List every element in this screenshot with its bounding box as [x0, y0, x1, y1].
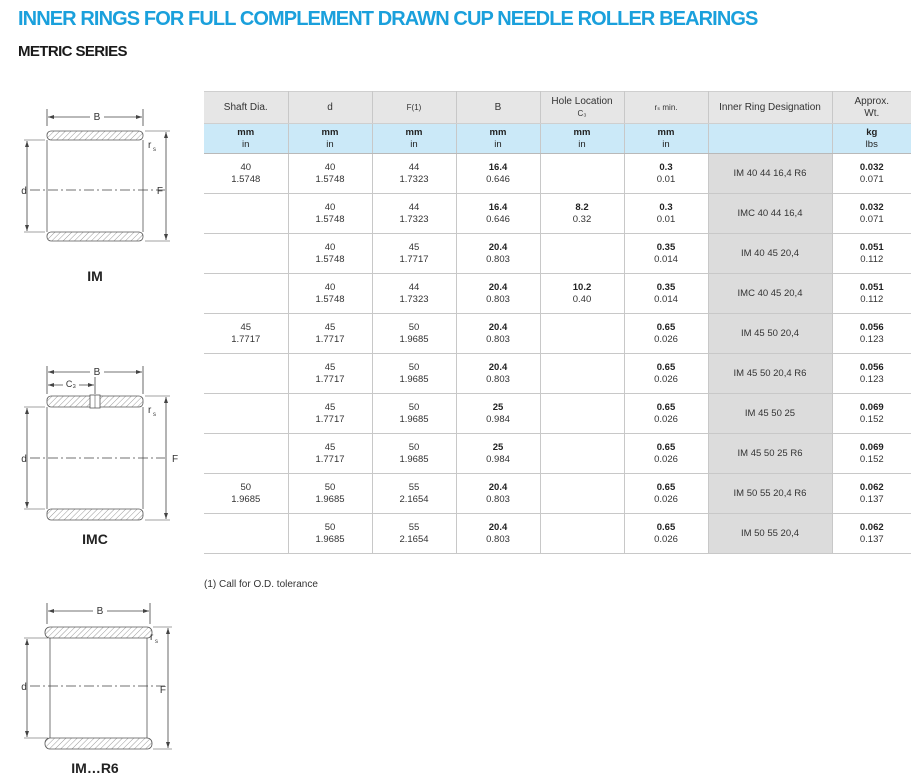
table-cell: [540, 394, 624, 434]
table-cell: 50 1.9685: [204, 474, 288, 514]
table-cell: 40 1.5748: [288, 194, 372, 234]
table-cell: [204, 354, 288, 394]
table-cell: 25 0.984: [456, 394, 540, 434]
im-r6-dim-b: B: [96, 606, 104, 617]
table-cell: 16.4 0.646: [456, 194, 540, 234]
col-rs-min: rₛ min.: [624, 92, 708, 124]
im-dim-r: r: [148, 140, 152, 151]
unit-cell: mm in: [288, 124, 372, 154]
weight-cell: 0.062 0.137: [832, 514, 911, 554]
imc-dim-c3: C₃: [65, 379, 77, 389]
weight-cell: 0.056 0.123: [832, 314, 911, 354]
table-row: [204, 154, 911, 194]
col-weight: Approx. Wt.: [832, 92, 911, 124]
unit-cell: mm in: [540, 124, 624, 154]
table-cell: 25 0.984: [456, 434, 540, 474]
table-cell: [540, 354, 624, 394]
page-title: INNER RINGS FOR FULL COMPLEMENT DRAWN CUP NEEDLE ROLLER BEARINGS: [18, 8, 758, 30]
table-row: [204, 474, 911, 514]
designation-cell: IMC 40 45 20,4: [708, 274, 832, 314]
table-cell: 20.4 0.803: [456, 274, 540, 314]
imc-dim-d: d: [21, 454, 27, 465]
designation-cell: IM 50 55 20,4: [708, 514, 832, 554]
weight-cell: 0.051 0.112: [832, 234, 911, 274]
designation-cell: IM 40 45 20,4: [708, 234, 832, 274]
footnote: (1) Call for O.D. tolerance: [204, 579, 318, 590]
table-cell: 40 1.5748: [288, 274, 372, 314]
table-cell: 45 1.7717: [288, 434, 372, 474]
table-cell: [204, 434, 288, 474]
table-cell: 0.65 0.026: [624, 514, 708, 554]
designation-cell: IM 40 44 16,4 R6: [708, 154, 832, 194]
table-cell: 0.65 0.026: [624, 474, 708, 514]
unit-cell: mm in: [204, 124, 288, 154]
weight-cell: 0.032 0.071: [832, 194, 911, 234]
table-cell: 20.4 0.803: [456, 234, 540, 274]
col-designation: Inner Ring Designation: [708, 92, 832, 124]
table-cell: 50 1.9685: [372, 434, 456, 474]
table-row: [204, 194, 911, 234]
table-cell: [204, 514, 288, 554]
table-cell: 20.4 0.803: [456, 314, 540, 354]
table-cell: 40 1.5748: [288, 234, 372, 274]
table-cell: 20.4 0.803: [456, 474, 540, 514]
table-cell: 50 1.9685: [288, 474, 372, 514]
table-cell: [540, 474, 624, 514]
table-cell: 40 1.5748: [288, 154, 372, 194]
table-row: [204, 234, 911, 274]
imc-dim-f: F: [172, 454, 179, 465]
table-cell: 0.3 0.01: [624, 154, 708, 194]
table-cell: 20.4 0.803: [456, 354, 540, 394]
table-row: [204, 514, 911, 554]
diagram-imc: [0, 363, 200, 528]
table-cell: 50 1.9685: [288, 514, 372, 554]
table-units-row: [204, 124, 911, 154]
weight-cell: 0.051 0.112: [832, 274, 911, 314]
diagram-im-r6-label: IM…R6: [71, 760, 119, 776]
table-cell: [204, 234, 288, 274]
table-cell: 45 1.7717: [288, 314, 372, 354]
table-cell: 44 1.7323: [372, 154, 456, 194]
table-cell: 20.4 0.803: [456, 514, 540, 554]
im-dim-rs: s: [153, 147, 156, 153]
bearing-table: [204, 91, 911, 554]
diagram-im-label: IM: [87, 268, 103, 284]
table-cell: 8.2 0.32: [540, 194, 624, 234]
table-cell: [540, 314, 624, 354]
table-cell: [204, 274, 288, 314]
table-row: [204, 434, 911, 474]
table-cell: [204, 194, 288, 234]
table-cell: 44 1.7323: [372, 274, 456, 314]
table-cell: 45 1.7717: [288, 354, 372, 394]
imc-dim-rs: s: [153, 412, 156, 418]
unit-cell: mm in: [624, 124, 708, 154]
table-row: [204, 274, 911, 314]
unit-cell: mm in: [456, 124, 540, 154]
table-cell: 0.3 0.01: [624, 194, 708, 234]
table-cell: 45 1.7717: [288, 394, 372, 434]
table-cell: 0.35 0.014: [624, 234, 708, 274]
col-b: B: [456, 92, 540, 124]
designation-cell: IM 45 50 25 R6: [708, 434, 832, 474]
im-r6-drawing: [0, 600, 200, 760]
table-cell: 45 1.7717: [204, 314, 288, 354]
table-cell: 44 1.7323: [372, 194, 456, 234]
im-r6-dim-r: r: [150, 632, 154, 643]
table-cell: 0.65 0.026: [624, 434, 708, 474]
im-r6-dim-rs: s: [155, 639, 158, 645]
table-cell: 0.65 0.026: [624, 354, 708, 394]
table-cell: 0.65 0.026: [624, 394, 708, 434]
table-cell: 16.4 0.646: [456, 154, 540, 194]
table-row: [204, 394, 911, 434]
im-dim-d: d: [21, 186, 27, 197]
imc-dim-r: r: [148, 405, 152, 416]
unit-cell: [708, 124, 832, 154]
table-cell: 0.35 0.014: [624, 274, 708, 314]
unit-cell: kg lbs: [832, 124, 911, 154]
im-r6-dim-f: F: [159, 685, 166, 696]
designation-cell: IM 45 50 25: [708, 394, 832, 434]
designation-cell: IM 45 50 20,4 R6: [708, 354, 832, 394]
diagram-im-r6: [0, 600, 200, 760]
table-cell: [540, 514, 624, 554]
table-cell: [540, 234, 624, 274]
table-cell: [204, 394, 288, 434]
table-cell: 40 1.5748: [204, 154, 288, 194]
table-cell: 45 1.7717: [372, 234, 456, 274]
diagram-im: [0, 100, 200, 260]
unit-cell: mm in: [372, 124, 456, 154]
table-cell: [540, 434, 624, 474]
table-cell: 50 1.9685: [372, 314, 456, 354]
col-f: F(1): [372, 92, 456, 124]
page-subtitle: METRIC SERIES: [18, 43, 127, 60]
table-cell: [540, 154, 624, 194]
weight-cell: 0.069 0.152: [832, 434, 911, 474]
imc-drawing: [0, 363, 200, 528]
table-cell: 10.2 0.40: [540, 274, 624, 314]
designation-cell: IM 45 50 20,4: [708, 314, 832, 354]
imc-dim-b: B: [93, 367, 101, 378]
col-shaft-dia: Shaft Dia.: [204, 92, 288, 124]
designation-cell: IM 50 55 20,4 R6: [708, 474, 832, 514]
table-cell: 50 1.9685: [372, 394, 456, 434]
table-cell: 50 1.9685: [372, 354, 456, 394]
weight-cell: 0.069 0.152: [832, 394, 911, 434]
weight-cell: 0.062 0.137: [832, 474, 911, 514]
weight-cell: 0.056 0.123: [832, 354, 911, 394]
table-row: [204, 354, 911, 394]
table-cell: 0.65 0.026: [624, 314, 708, 354]
table-cell: 55 2.1654: [372, 474, 456, 514]
col-hole-location: Hole Location C₃: [540, 92, 624, 124]
table-header-row: [204, 92, 911, 124]
diagram-imc-label: IMC: [82, 531, 108, 547]
im-dim-f: F: [156, 186, 163, 197]
designation-cell: IMC 40 44 16,4: [708, 194, 832, 234]
im-dim-b: B: [93, 112, 101, 123]
weight-cell: 0.032 0.071: [832, 154, 911, 194]
im-r6-dim-d: d: [21, 682, 27, 693]
table-cell: 55 2.1654: [372, 514, 456, 554]
table-row: [204, 314, 911, 354]
im-drawing: [0, 100, 200, 260]
col-d: d: [288, 92, 372, 124]
